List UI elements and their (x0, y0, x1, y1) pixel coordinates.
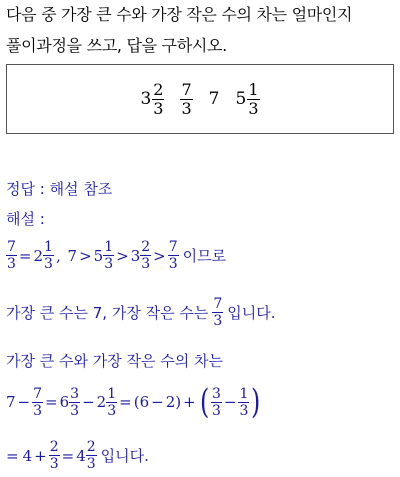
explanation-line-1: $\frac{7}{3}$ = 2 $\frac{1}{3}$ , 7 > 5 $\frac{1}{3}$ > 3 $\frac{2}{3}$ > $\frac{7}{3}$ 이므로 (7, 239, 227, 272)
frac: $\frac{3}{3}$ (70, 385, 80, 419)
number-2-num: 7 (181, 79, 192, 99)
explanation-line-2-pre: 가장 큰 수는 7, 가장 작은 수는 (6, 304, 209, 322)
number-1-den: 3 (153, 98, 164, 118)
explanation-line-5: = 4 + $\frac{2}{3}$ = 4 $\frac{2}{3}$ 입니다. (6, 439, 149, 472)
frac: $\frac{2}{3}$ (86, 439, 96, 472)
number-4-whole: 5 (235, 89, 247, 109)
explanation-label: 해설 : (6, 210, 45, 228)
numbers-row (7, 65, 393, 133)
answer-label: 정답 : 해설 참조 (6, 180, 113, 198)
number-3 (209, 89, 220, 109)
frac: $\frac{1}{3}$ (107, 385, 117, 419)
number-1-fraction (152, 79, 164, 118)
question-line-1: 다음 중 가장 큰 수와 가장 작은 수의 차는 얼마인지 (6, 5, 353, 24)
number-2 (180, 79, 192, 118)
explanation-line-2-post: 입니다. (227, 304, 276, 322)
numbers-box (6, 64, 394, 134)
frac: $\frac{7}{3}$ (33, 385, 43, 419)
frac: $\frac{7}{3}$ (213, 296, 223, 329)
question-line-2: 풀이과정을 쓰고, 답을 구하시오. (6, 36, 227, 55)
number-4-fraction (247, 79, 259, 118)
number-4 (235, 79, 260, 118)
number-1 (140, 79, 164, 118)
frac: $\frac{1}{3}$ (44, 239, 53, 272)
frac: $\frac{7}{3}$ (168, 239, 178, 272)
frac: $\frac{2}{3}$ (49, 439, 59, 472)
number-3-whole: 7 (208, 89, 220, 109)
frac: $\frac{2}{3}$ (141, 239, 151, 272)
explanation-line-2 (6, 297, 275, 328)
number-2-den: 3 (181, 98, 192, 118)
explanation-line-1-tail: 이므로 (182, 247, 227, 265)
frac: $\frac{7}{3}$ (7, 239, 16, 272)
explanation-line-3: 가장 큰 수와 가장 작은 수의 차는 (6, 352, 223, 370)
number-2-fraction (180, 79, 192, 118)
number-1-whole: 3 (140, 89, 152, 109)
number-4-num: 1 (248, 79, 259, 99)
frac: $\frac{3}{3}$ (211, 385, 221, 419)
number-1-num: 2 (153, 79, 164, 99)
explanation-line-5-post: 입니다. (100, 447, 149, 465)
frac: $\frac{1}{3}$ (104, 239, 114, 272)
number-4-den: 3 (248, 98, 259, 118)
frac: $\frac{1}{3}$ (239, 385, 249, 419)
explanation-line-4: 7 − $\frac{7}{3}$ = 6 $\frac{3}{3}$ − 2 $\frac{1}{3}$ = (6 − 2) + ( $\frac{3}{3}$ − $\frac{1}{3}$ ) (6, 382, 261, 422)
